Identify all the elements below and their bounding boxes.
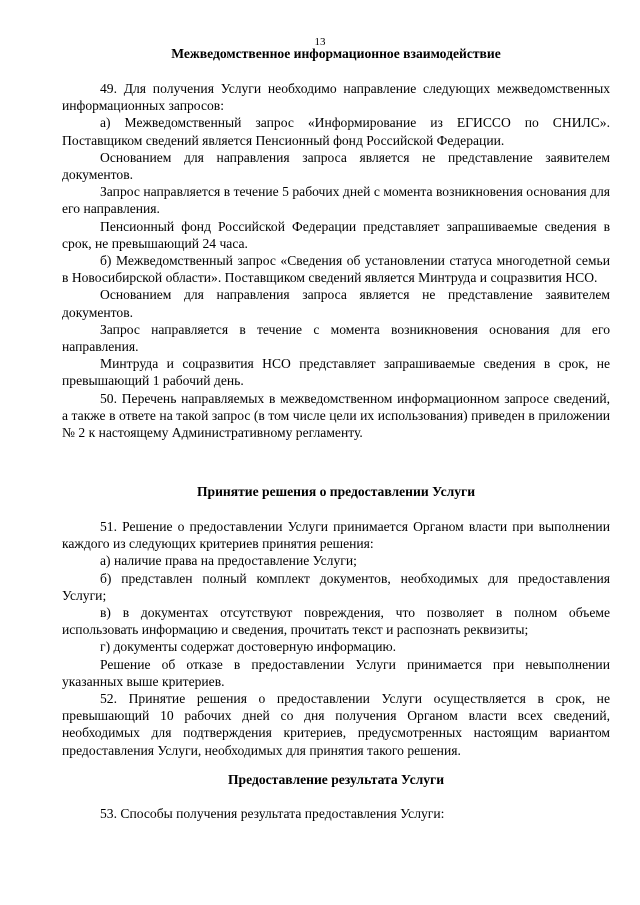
paragraph: б) представлен полный комплект документов, необходимых для предоставления Услуги;	[62, 570, 610, 603]
section-heading: Принятие решения о предоставлении Услуги	[196, 484, 476, 499]
page-number: 13	[314, 36, 326, 48]
paragraph: Основанием для направления запроса является не представление заявителем документов.	[62, 287, 610, 320]
paragraph: Решение об отказе в предоставлении Услуги принимается при невыполнении указанных выше критериев.	[62, 656, 610, 689]
paragraph: 50. Перечень направляемых в межведомственном информационном запросе сведений, а также в ответе на такой запрос (в том числе цели их использования) приведен в приложении № 2 к настоящему Административному регламенту.	[62, 390, 610, 441]
paragraph: Запрос направляется в течение 5 рабочих дней с момента возникновения основания для его направления.	[62, 184, 610, 217]
section-decision-making	[62, 483, 610, 759]
paragraph: 53. Способы получения результата предоставления Услуги:	[100, 806, 445, 821]
section-heading: Предоставление результата Услуги	[227, 772, 445, 787]
paragraph: г) документы содержат достоверную информацию.	[100, 639, 397, 655]
paragraph: в) в документах отсутствуют повреждения, что позволяет в полном объеме использовать информацию и сведения, прочитать текст и распознать реквизиты;	[62, 605, 610, 638]
paragraph: а) Межведомственный запрос «Информирование из ЕГИССО по СНИЛС». Поставщиком сведений является Пенсионный фонд Российской Федерации.	[62, 115, 610, 148]
paragraph: Запрос направляется в течение с момента возникновения основания для его направления.	[62, 321, 610, 355]
paragraph: 49. Для получения Услуги необходимо направление следующих межведомственных информационных запросов:	[62, 81, 610, 114]
paragraph: Основанием для направления запроса является не представление заявителем документов.	[62, 149, 610, 183]
section-interagency-interaction	[62, 45, 610, 441]
paragraph: Минтруда и соцразвития НСО представляет запрашиваемые сведения в срок, не превышающий 1 рабочий день.	[62, 356, 610, 389]
paragraph: б) Межведомственный запрос «Сведения об установлении статуса многодетной семьи в Новосибирской области». Поставщиком сведений является Минтруда и соцразвития НСО.	[62, 253, 610, 286]
paragraph: 51. Решение о предоставлении Услуги принимается Органом власти при выполнении каждого из следующих критериев принятия решения:	[62, 519, 610, 552]
section-result-delivery	[62, 771, 610, 822]
paragraph: 52. Принятие решения о предоставлении Услуги осуществляется в срок, не превышающий 10 рабочих дней со дня получения Органом власти всех сведений, необходимых для подтверждения критериев, предусмотренных настоящим вариантом предоставления Услуги, необходимых для принятия такого решения.	[62, 691, 610, 758]
paragraph: а) наличие права на предоставление Услуги;	[100, 553, 357, 569]
section-heading: Межведомственное информационное взаимодействие	[171, 46, 501, 61]
paragraph: Пенсионный фонд Российской Федерации представляет запрашиваемые сведения в срок, не превышающий 24 часа.	[62, 218, 610, 251]
